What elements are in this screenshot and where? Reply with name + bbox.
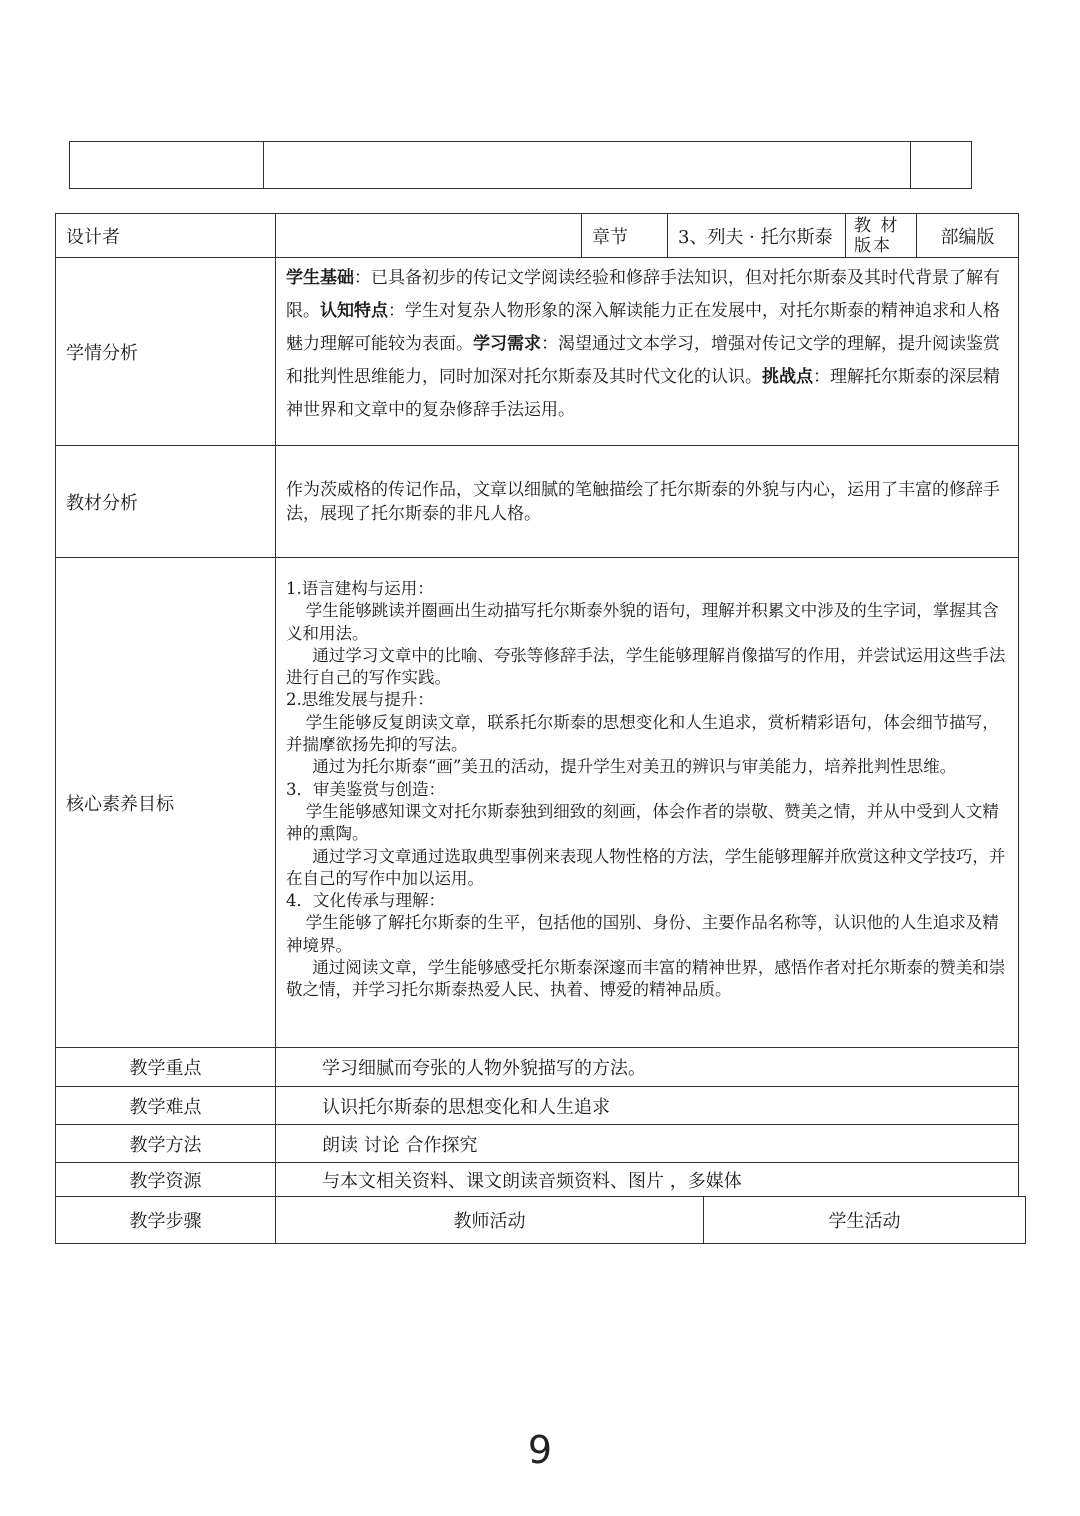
difficulty-row — [56, 1087, 1019, 1125]
designer-label: 设计者 — [56, 214, 276, 258]
resources-row — [56, 1163, 1019, 1197]
part-text: ：已具备初步的传记文学阅读经验和修辞手法知识，但对托尔斯泰及其时代背景了解有限。 — [286, 268, 1000, 321]
lesson-plan-table — [55, 213, 1019, 1197]
header-row — [56, 214, 1019, 258]
goal-line: 通过学习文章通过选取典型事例来表现人物性格的方法，学生能够理解并欣赏这种文学技巧，并在自己的写作中加以运用。 — [286, 846, 1006, 888]
material-analysis-label: 教材分析 — [56, 446, 276, 558]
fragment-cell — [263, 142, 911, 189]
chapter-value: 3、列夫 · 托尔斯泰 — [668, 214, 846, 258]
student-activity-header: 学生活动 — [704, 1197, 1026, 1244]
key-point-label: 教学重点 — [56, 1048, 276, 1087]
part-title: 学生基础 — [286, 268, 354, 288]
part-title: 认知特点 — [320, 301, 388, 321]
goal-heading: 2.思维发展与提升： — [286, 690, 434, 710]
edition-value: 部编版 — [917, 214, 1019, 258]
material-analysis-text: 作为茨威格的传记作品，文章以细腻的笔触描绘了托尔斯泰的外貌与内心，运用了丰富的修辞手法，展现了托尔斯泰的非凡人格。 — [276, 446, 1019, 558]
goal-line: 通过学习文章中的比喻、夸张等修辞手法，学生能够理解肖像描写的作用，并尝试运用这些手法进行自己的写作实践。 — [286, 645, 1006, 688]
core-goals-row — [56, 558, 1019, 1048]
part-text: ：学生对复杂人物形象的深入解读能力正在发展中，对托尔斯泰的精神追求和人格魅力理解可能较为表面。 — [286, 301, 1000, 354]
goal-line: 学生能够反复朗读文章，联系托尔斯泰的思想变化和人生追求，赏析精彩语句，体会细节描写，并揣摩欲扬先抑的写法。 — [286, 712, 999, 755]
designer-value — [276, 214, 582, 258]
student-analysis-row — [56, 258, 1019, 446]
method-label: 教学方法 — [56, 1125, 276, 1163]
difficulty-value: 认识托尔斯泰的思想变化和人生追求 — [276, 1087, 1019, 1125]
goal-line: 通过阅读文章，学生能够感受托尔斯泰深邃而丰富的精神世界，感悟作者对托尔斯泰的赞美和崇敬之情，并学习托尔斯泰热爱人民、执着、博爱的精神品质。 — [286, 958, 1006, 1000]
goal-line: 学生能够跳读并圈画出生动描写托尔斯泰外貌的语句，理解并积累文中涉及的生字词，掌握其含义和用法。 — [286, 601, 999, 643]
goal-line: 学生能够感知课文对托尔斯泰独到细致的刻画，体会作者的崇敬、赞美之情，并从中受到人文精神的熏陶。 — [286, 801, 999, 844]
resources-label: 教学资源 — [56, 1163, 276, 1197]
chapter-label: 章节 — [582, 214, 668, 258]
part-text: ：渴望通过文本学习，增强对传记文学的理解，提升阅读鉴赏和批判性思维能力，同时加深对托尔斯泰及其时代文化的认识。 — [286, 334, 1000, 387]
goal-line: 学生能够了解托尔斯泰的生平，包括他的国别、身份、主要作品名称等，认识他的人生追求及精神境界。 — [286, 913, 999, 955]
steps-header-table — [55, 1196, 1026, 1244]
teacher-activity-header: 教师活动 — [276, 1197, 704, 1244]
resources-value: 与本文相关资料、课文朗读音频资料、图片 ，多媒体 — [276, 1163, 1019, 1197]
difficulty-label: 教学难点 — [56, 1087, 276, 1125]
part-title: 学习需求 — [473, 334, 541, 354]
fragment-cell — [70, 142, 264, 189]
steps-label: 教学步骤 — [56, 1197, 276, 1244]
steps-row — [56, 1197, 1026, 1244]
student-analysis-text — [276, 258, 1019, 446]
material-analysis-row — [56, 446, 1019, 558]
core-goals-label: 核心素养目标 — [56, 558, 276, 1048]
core-goals-text — [276, 558, 1019, 1048]
page-number: 9 — [527, 1428, 553, 1472]
method-value: 朗读 讨论 合作探究 — [276, 1125, 1019, 1163]
goal-heading: 3．审美鉴赏与创造： — [286, 779, 445, 799]
key-point-row — [56, 1048, 1019, 1087]
edition-label: 教 材 版本 — [846, 214, 917, 258]
student-analysis-label: 学情分析 — [56, 258, 276, 446]
goal-heading: 1.语言建构与运用： — [286, 579, 434, 598]
goal-line: 通过为托尔斯泰“画”美丑的活动，提升学生对美丑的辨识与审美能力，培养批判性思维。 — [312, 757, 957, 777]
previous-table-fragment — [69, 141, 972, 189]
fragment-cell — [911, 142, 972, 189]
part-text: ：理解托尔斯泰的深层精神世界和文章中的复杂修辞手法运用。 — [286, 367, 1000, 420]
part-title: 挑战点 — [762, 367, 813, 387]
method-row — [56, 1125, 1019, 1163]
key-point-value: 学习细腻而夸张的人物外貌描写的方法。 — [276, 1048, 1019, 1087]
goal-heading: 4．文化传承与理解： — [286, 891, 445, 911]
